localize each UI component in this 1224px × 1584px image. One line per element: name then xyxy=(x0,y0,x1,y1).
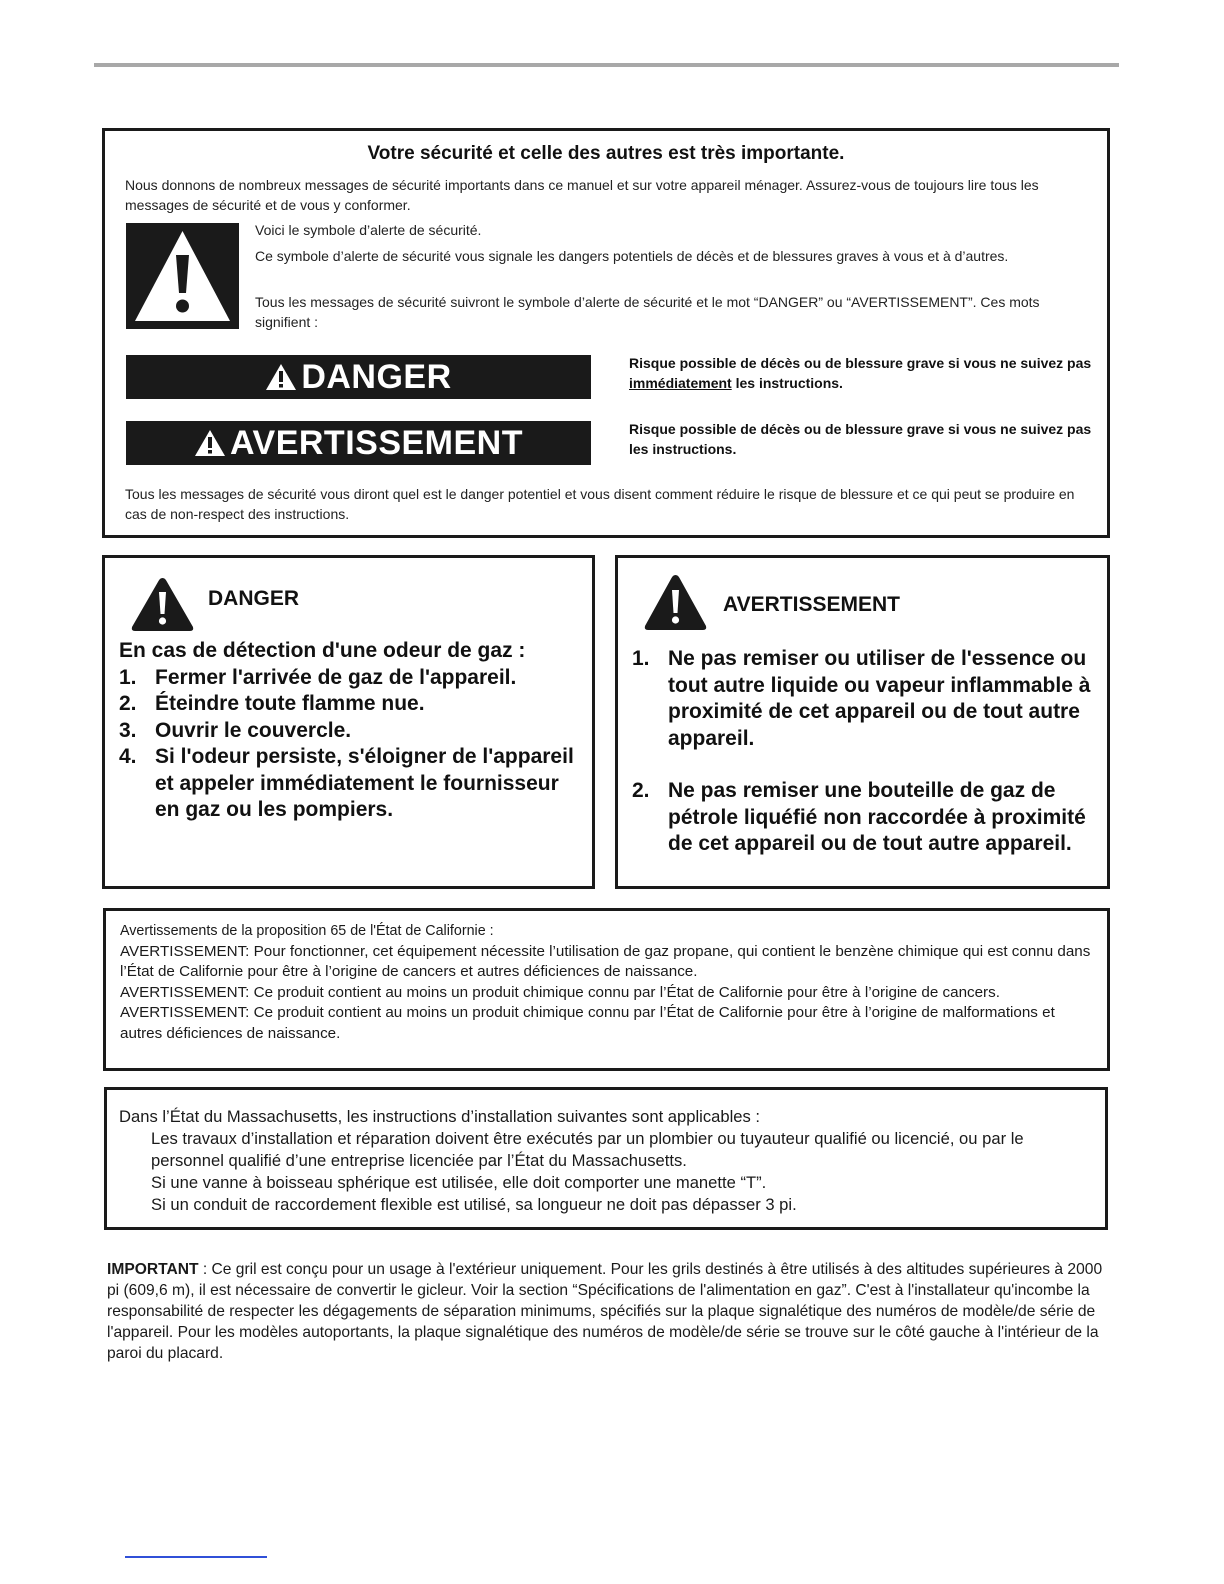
danger-description: Risque possible de décès ou de blessure grave si vous ne suivez pas immédiatement les instructions. xyxy=(629,355,1092,391)
safety-alert-icon xyxy=(126,223,239,329)
signal-words-intro: Tous les messages de sécurité suivront le symbole d’alerte de sécurité et le mot “DANGER” ou “AVERTISSEMENT”. Ces mots signifient : xyxy=(255,294,1040,330)
warning-triangle-icon xyxy=(643,573,708,631)
massachusetts-title: Dans l’État du Massachusetts, les instructions d’installation suivantes sont applicables : xyxy=(119,1107,761,1126)
prop65-warning-2: AVERTISSEMENT: Ce produit contient au moins un produit chimique connu par l’État de Californie pour être à l’origine de cancers. xyxy=(120,983,1000,1001)
massachusetts-box xyxy=(104,1087,1108,1230)
massachusetts-rule-2: Si une vanne à boisseau sphérique est utilisée, elle doit comporter une manette “T”. xyxy=(151,1173,767,1192)
important-note xyxy=(107,1259,1107,1364)
prop65-box xyxy=(103,908,1110,1071)
danger-panel-lead: En cas de détection d'une odeur de gaz : xyxy=(119,639,526,662)
top-rule xyxy=(94,63,1119,67)
list-item: 2. Éteindre toute flamme nue. xyxy=(119,692,425,715)
important-text: : Ce gril est conçu pour un usage à l'extérieur uniquement. Pour les grils destinés à être utilisés à des altitudes supérieures à 2000 pi (609,6 m), il est nécessaire de convertir le gicleur. Voir la section “Spécifications de l'alimentation en gaz”. C'est à l'installateur qu'incombe la responsabilité de respecter les dégagements de séparation minimums, spécifiés sur la plaque signalétique des numéros de modèle/de série de l'appareil. Pour les modèles autoportants, la plaque signalétique des numéros de modèle/de série se trouve sur le côté gauche à l'intérieur de la paroi du placard. xyxy=(107,1261,1103,1362)
danger-panel-body xyxy=(119,638,589,824)
warning-triangle-icon xyxy=(130,576,195,632)
warning-panel-body xyxy=(632,646,1102,858)
warning-banner-label: AVERTISSEMENT xyxy=(229,423,523,462)
danger-panel-heading: DANGER xyxy=(208,587,300,610)
symbol-meaning: Ce symbole d’alerte de sécurité vous signale les dangers potentiels de décès et de blessures graves à vous et à d’autres. xyxy=(255,248,1009,264)
danger-banner xyxy=(126,355,591,399)
list-item: 4. Si l'odeur persiste, s'éloigner de l'appareil et appeler immédiatement le fournisseur en gaz ou les pompiers. xyxy=(119,745,574,821)
safety-title: Votre sécurité et celle des autres est très importante. xyxy=(367,143,845,164)
list-item: 1. Ne pas remiser ou utiliser de l'essence ou tout autre liquide ou vapeur inflammable à proximité de cet appareil ou de tout autre appareil. xyxy=(632,647,1091,750)
warning-triangle-icon xyxy=(194,429,226,457)
danger-banner-label: DANGER xyxy=(301,357,452,396)
warning-banner xyxy=(126,421,591,465)
warning-panel-heading: AVERTISSEMENT xyxy=(723,593,900,616)
important-label: IMPORTANT xyxy=(107,1261,199,1278)
symbol-definition: Voici le symbole d’alerte de sécurité. xyxy=(255,222,482,238)
safety-intro: Nous donnons de nombreux messages de sécurité importants dans ce manuel et sur votre appareil ménager. Assurez-vous de toujours lire tous les messages de sécurité et de vous y conformer. xyxy=(125,177,1039,213)
prop65-title: Avertissements de la proposition 65 de l'État de Californie : xyxy=(120,923,494,939)
list-item: 3. Ouvrir le couvercle. xyxy=(119,718,352,742)
massachusetts-rule-3: Si un conduit de raccordement flexible est utilisé, sa longueur ne doit pas dépasser 3 pi. xyxy=(151,1195,797,1214)
massachusetts-rule-1: Les travaux d’installation et réparation doivent être exécutés par un plombier ou tuyauteur qualifié ou licencié, ou par le personnel qualifié d’une entreprise licenciée par l’État du Massachusetts. xyxy=(151,1129,1024,1170)
footer-link-underline[interactable] xyxy=(125,1556,267,1558)
warning-panel xyxy=(615,555,1110,889)
safety-info-box xyxy=(102,128,1110,538)
list-item: 2. Ne pas remiser une bouteille de gaz de pétrole liquéfié non raccordée à proximité de cet appareil ou de tout autre appareil. xyxy=(632,779,1086,855)
warning-description: Risque possible de décès ou de blessure grave si vous ne suivez pas les instructions. xyxy=(629,421,1092,457)
safety-footer: Tous les messages de sécurité vous diront quel est le danger potentiel et vous disent comment réduire le risque de blessure et ce qui peut se produire en cas de non-respect des instructions. xyxy=(125,486,1075,522)
list-item: 1. Fermer l'arrivée de gaz de l'appareil. xyxy=(119,665,517,689)
prop65-warning-3: AVERTISSEMENT: Ce produit contient au moins un produit chimique connu par l’État de Californie pour être à l’origine de malformations et autres déficiences de naissance. xyxy=(120,1004,1055,1042)
warning-triangle-icon xyxy=(265,363,297,391)
prop65-warning-1: AVERTISSEMENT: Pour fonctionner, cet équipement nécessite l’utilisation de gaz propane, qui contient le benzène chimique qui est connu dans l’État de Californie pour être à l’origine de cancers et autres déficiences de naissance. xyxy=(120,942,1091,981)
danger-panel xyxy=(102,555,595,889)
